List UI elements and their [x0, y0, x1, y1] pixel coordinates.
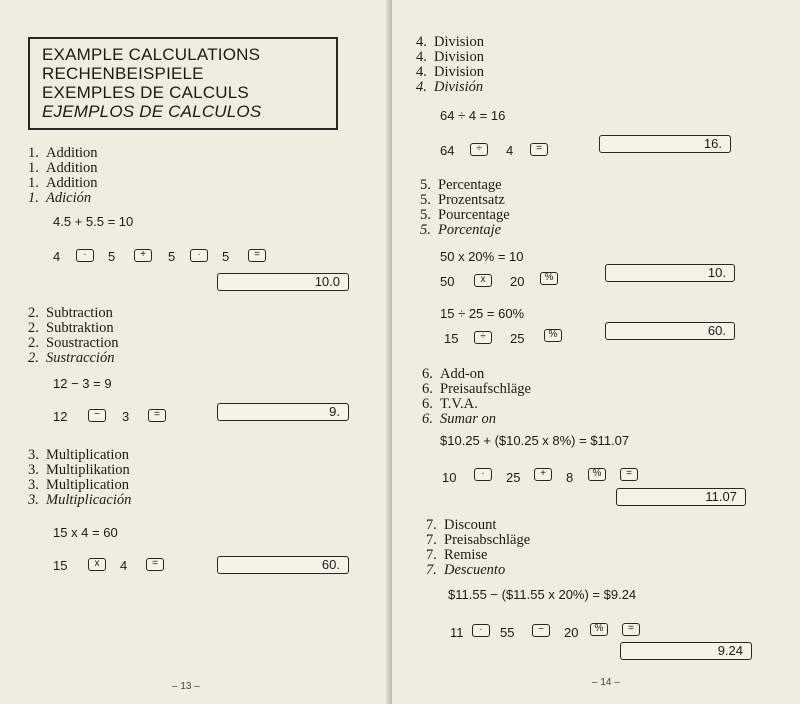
- percentage-display-2: 60.: [605, 322, 735, 340]
- addon-heading-es: 6. Sumar on: [422, 411, 496, 427]
- addon-key-3: 25: [506, 470, 521, 485]
- multiplication-display: 60.: [217, 556, 349, 574]
- percentage-equation-2: 15 ÷ 25 = 60%: [440, 306, 525, 321]
- addition-heading-en: 1. Addition: [28, 145, 98, 161]
- subtraction-heading-fr: 2. Soustraction: [28, 335, 119, 351]
- minus-key-icon: −: [88, 409, 106, 422]
- multiply-key-icon: x: [474, 274, 492, 287]
- percent-key-icon: %: [588, 468, 606, 481]
- addition-key-3: 5: [108, 249, 116, 264]
- subtraction-key-1: 12: [53, 409, 68, 424]
- decimal-key-icon: ·: [472, 624, 490, 637]
- division-heading-de: 4. Division: [416, 49, 484, 65]
- division-heading-en: 4. Division: [416, 34, 484, 50]
- subtraction-key-3: 3: [122, 409, 130, 424]
- title-english: EXAMPLE CALCULATIONS: [42, 45, 261, 64]
- multiply-key-icon: x: [88, 558, 106, 571]
- minus-key-icon: −: [532, 624, 550, 637]
- discount-key-5: 20: [564, 625, 579, 640]
- decimal-key-icon: ·: [474, 468, 492, 481]
- addition-display: 10.0: [217, 273, 349, 291]
- percentage-display-1: 10.: [605, 264, 735, 282]
- division-display: 16.: [599, 135, 731, 153]
- division-key-1: 64: [440, 143, 455, 158]
- multiplication-heading-fr: 3. Multiplication: [28, 477, 129, 493]
- multiplication-equation: 15 x 4 = 60: [53, 525, 118, 540]
- left-page: [0, 0, 392, 704]
- subtraction-heading-de: 2. Subtraktion: [28, 320, 114, 336]
- percent-key-icon: %: [590, 623, 608, 636]
- percentage-heading-de: 5. Prozentsatz: [420, 192, 505, 208]
- division-heading-fr: 4. Division: [416, 64, 484, 80]
- multiplication-heading-en: 3. Multiplication: [28, 447, 129, 463]
- divide-key-icon: ÷: [474, 331, 492, 344]
- subtraction-equation: 12 − 3 = 9: [53, 376, 112, 391]
- percentage-key-1: 50: [440, 274, 455, 289]
- percent-key-icon: %: [544, 329, 562, 342]
- addition-heading-de: 1. Addition: [28, 160, 98, 176]
- multiplication-heading-de: 3. Multiplikation: [28, 462, 130, 478]
- percentage-key-7: 25: [510, 331, 525, 346]
- discount-equation: $11.55 − ($11.55 x 20%) = $9.24: [448, 587, 637, 602]
- subtraction-heading-en: 2. Subtraction: [28, 305, 113, 321]
- discount-heading-fr: 7. Remise: [426, 547, 488, 563]
- addition-heading-es: 1. Adición: [28, 190, 92, 206]
- percentage-heading-fr: 5. Pourcentage: [420, 207, 510, 223]
- addon-key-1: 10: [442, 470, 457, 485]
- percentage-heading-en: 5. Percentage: [420, 177, 502, 193]
- addition-heading-fr: 1. Addition: [28, 175, 98, 191]
- divide-key-icon: ÷: [470, 143, 488, 156]
- percentage-equation-1: 50 x 20% = 10: [440, 249, 524, 264]
- addon-equation: $10.25 + ($10.25 x 8%) = $11.07: [440, 433, 630, 448]
- subtraction-heading-es: 2. Sustracción: [28, 350, 115, 366]
- equals-key-icon: =: [148, 409, 166, 422]
- addition-equation: 4.5 + 5.5 = 10: [53, 214, 134, 229]
- addon-display: 11.07: [616, 488, 746, 506]
- addon-key-5: 8: [566, 470, 574, 485]
- multiplication-heading-es: 3. Multiplicación: [28, 492, 132, 508]
- equals-key-icon: =: [622, 623, 640, 636]
- percentage-heading-es: 5. Porcentaje: [420, 222, 502, 238]
- multiplication-key-1: 15: [53, 558, 68, 573]
- addon-heading-fr: 6. T.V.A.: [422, 396, 478, 412]
- discount-display: 9.24: [620, 642, 752, 660]
- division-key-3: 4: [506, 143, 514, 158]
- equals-key-icon: =: [146, 558, 164, 571]
- division-heading-es: 4. División: [416, 79, 484, 95]
- percentage-key-5: 15: [444, 331, 459, 346]
- title-french: EXEMPLES DE CALCULS: [42, 83, 249, 102]
- right-page: [392, 0, 800, 704]
- percentage-key-3: 20: [510, 274, 525, 289]
- page-number-right: – 14 –: [592, 677, 620, 688]
- addition-key-7: 5: [222, 249, 230, 264]
- addition-key-1: 4: [53, 249, 61, 264]
- plus-key-icon: +: [534, 468, 552, 481]
- discount-key-1: 11: [450, 625, 464, 640]
- subtraction-display: 9.: [217, 403, 349, 421]
- decimal-key-icon: ·: [76, 249, 94, 262]
- plus-key-icon: +: [134, 249, 152, 262]
- decimal-key-icon: ·: [190, 249, 208, 262]
- multiplication-key-3: 4: [120, 558, 128, 573]
- page-number-left: – 13 –: [172, 681, 200, 692]
- addon-heading-en: 6. Add-on: [422, 366, 485, 382]
- division-equation: 64 ÷ 4 = 16: [440, 108, 506, 123]
- addon-heading-de: 6. Preisaufschläge: [422, 381, 531, 397]
- equals-key-icon: =: [530, 143, 548, 156]
- discount-heading-es: 7. Descuento: [426, 562, 506, 578]
- equals-key-icon: =: [248, 249, 266, 262]
- discount-key-3: 55: [500, 625, 515, 640]
- title-german: RECHENBEISPIELE: [42, 64, 204, 83]
- addition-key-5: 5: [168, 249, 176, 264]
- percent-key-icon: %: [540, 272, 558, 285]
- title-spanish: EJEMPLOS DE CALCULOS: [42, 102, 262, 121]
- discount-heading-en: 7. Discount: [426, 517, 497, 533]
- discount-heading-de: 7. Preisabschläge: [426, 532, 531, 548]
- equals-key-icon: =: [620, 468, 638, 481]
